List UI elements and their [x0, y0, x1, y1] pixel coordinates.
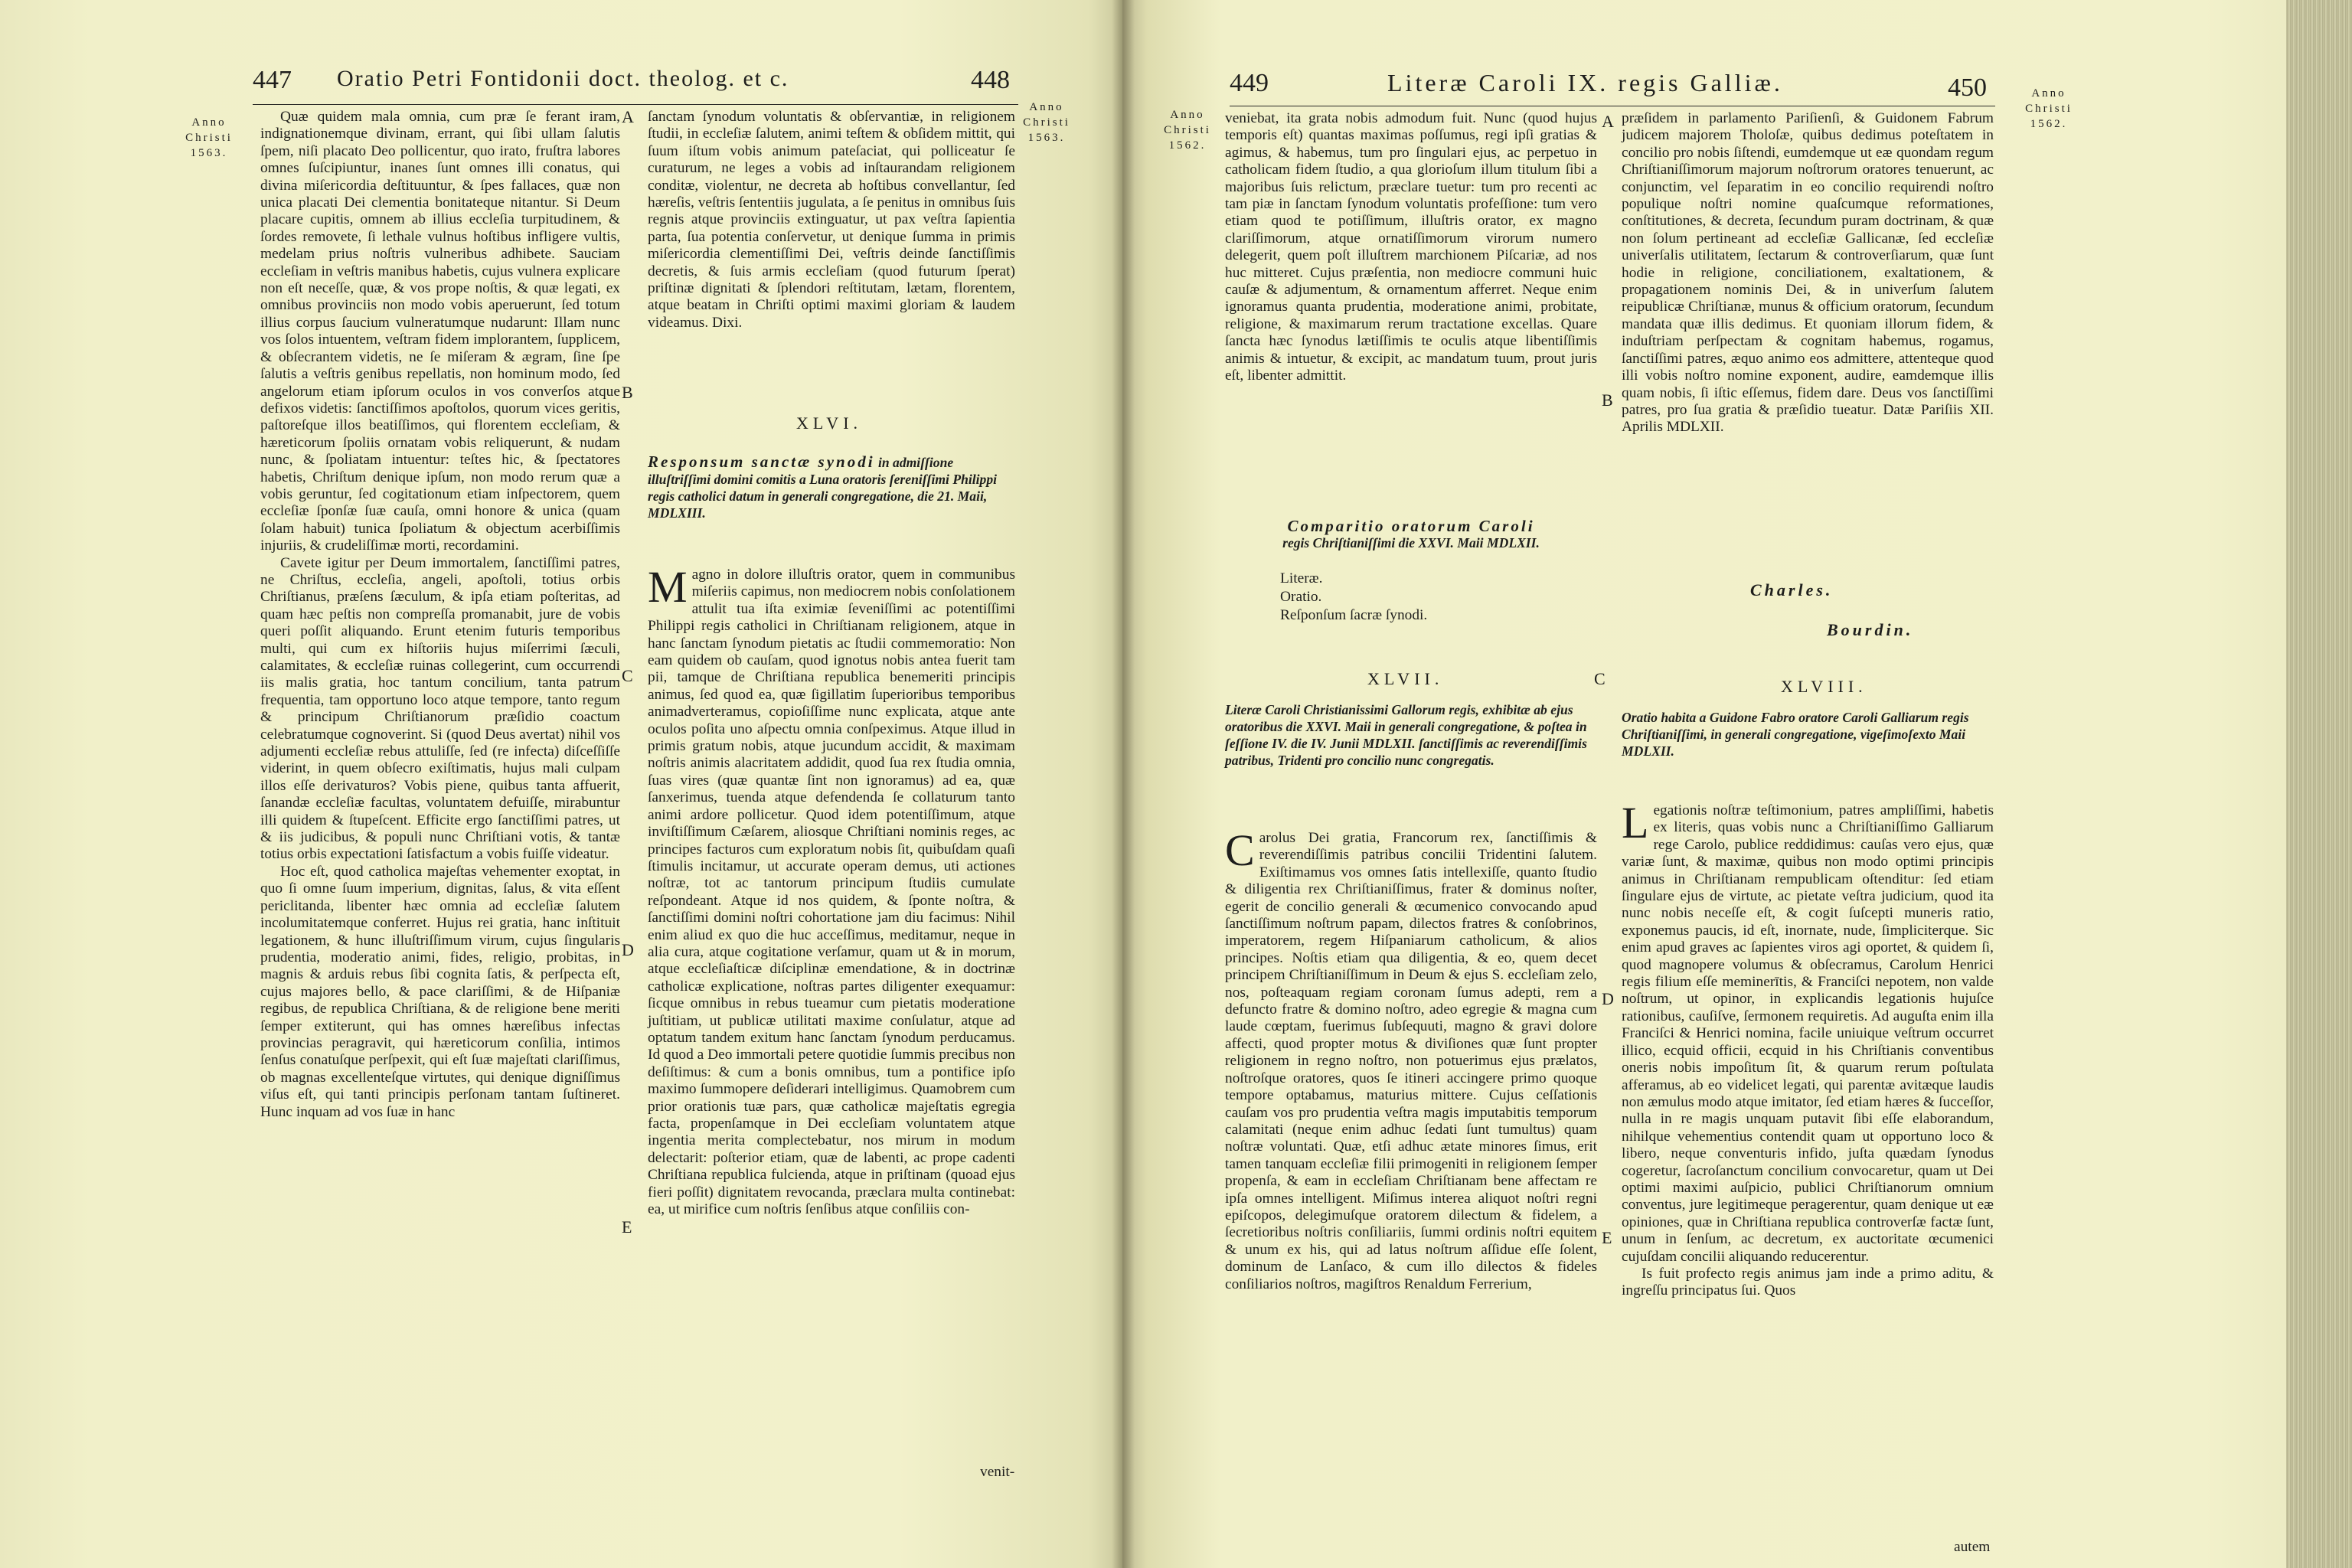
text-column-2-top	[648, 109, 1015, 332]
header-rule	[253, 104, 1018, 105]
page-edges	[2286, 0, 2352, 1568]
margin-note-year: Anno Christi 1563.	[185, 116, 233, 159]
paragraph: Hoc eſt, quod catholica majeſtas vehementer exoptat, in quo ſi omne ſuum imperium, dignitas, ſalus, & vita eſſent periclitanda, libenter hæc omnia ad eccleſiæ ſalutem incolumitatemque conferret. Hujus rei gratia, hanc inſtituit legationem, & hunc illuſtriſſimum virum, cujus ſingularis prudentia, moderatio animi, fides, religio, probitas, in magnis & arduis rebus ſibi cognita ſatis, & perſpecta eſt, cujus majores bello, & pace clariſſimi, & de Hiſpaniæ regibus, de republica Chriſtiana, & de religione bene meriti ſemper extiterunt, qui has omnes hæreſibus infectas provincias peragravit, qui hæreticorum conſilia, intimos ſenſus conatuſque perſpexit, qui eſt ſuæ majeſtati clariſſimus, ob magnas excellenteſque virtutes, qui denique digniſſimus viſus eſt, qui tanti principis perſonam tantam ſuſtineret. Hunc inquam ad vos ſuæ in hanc	[260, 863, 620, 1120]
margin-letter: A	[1602, 112, 1614, 131]
paragraph: ſanctam ſynodum voluntatis & obſervantiæ, in religionem ſtudii, in eccleſiæ ſalutem, animi teſtem & obſidem mittit, qui ſuum iſtum vobis animum pateſaciat, qui polliceatur ſe curaturum, ne leges a vobis ad inſtaurandam religionem conditæ, violentur, ne decreta ab hoſtibus convellantur, ſed hæreſis, veſtris ſententiis jugulata, a ſe penitus in omnibus ſuis regnis atque provinciis extinguatur, ut pax veſtra ſapientia parta, ſua potentia conſervetur, ut denique ſumma in primis miſericordia clementiſſimi Dei, veſtris deinde ſanctiſſimis decretis, & ſuis armis eccleſiam (quod futurum ſperat) priſtinæ dignitati & ſplendori reſtitutam, lætam, florentem, atque beatam in Chriſti optimi maximi gloriam & laudem videamus. Dixi.	[648, 109, 1015, 331]
list-item: Literæ.	[1280, 570, 1323, 586]
margin-letter: B	[1602, 390, 1613, 410]
text-column-1-top	[1225, 110, 1597, 385]
left-page	[0, 0, 1122, 1568]
running-head: Literæ Caroli IX. regis Galliæ.	[1387, 69, 1783, 96]
margin-note-year: Anno Christi 1562.	[2025, 87, 2073, 130]
drop-cap: M	[648, 562, 688, 612]
page-number: 447	[253, 66, 292, 94]
paragraph: agno in dolore illuſtris orator, quem in communibus miſeriis capimus, non mediocrem nobis conſolationem attulit tua iſta eximiæ ſeveniſſimi ac potentiſſimi Philippi regis catholici in Chriſtianam religionem, atque in hanc ſanctam ſynodum pietatis ac ſtudii commemoratio: Non eam quidem ob cauſam, quod ignotus nobis antea fuerit tam pii, tamque de Chriſtiana republica benemeriti principis animus, ſed quod ea, quæ ſigillatim ſuperioribus temporibus animadverteramus, copioſiſſime nunc explicata, atque ante oculos poſita uno aſpectu omnia conſpeximus. Atque illud in primis gratum nobis, atque jucundum accidit, & maximam noſtris animis alacritatem addidit, quod ſua rex ſtudia omnia, ſuas vires (quæ quantæ ſint non ignoramus) ad ea, quæ ſanxerimus, tuenda atque defendenda ſe collaturum tanto animi ardore pollicetur. Quod idem potentiſſimum, atque inviſtiſſimum Cæſarem, aliosque Chriſtiani nominis reges, ac principes facturos cum exploratum nobis ſit, quibuſdam quaſi ſtimulis incitamur, ut accurate operam demus, uti actiones noſtræ, tot ac tantorum principum ſtudiis cumulate reſpondeant. Atque id nos quidem, & ſponte noſtra, & ſanctiſſimi domini noſtri cohortatione jam diu facimus: Nihil enim aliud ex quo die huc acceſſimus, meditamur, neque in alia cura, atque cogitatione verſamur, quam ut & in morum, atque eccleſiaſticæ diſciplinæ emendatione, & in doctrinæ catholicæ explicatione, noſtras partes diligenter exequamur: ſicque omnibus in rebus tueamur cum pietatis moderatione juſtitiam, ut publicæ utilitati maxime conſulatur, atque ad optatum tandem exitum hanc ſanctam ſynodum perducamus. Id quod a Deo immortali petere quotidie ſummis precibus non deſiſtimus: & cum a bonis omnibus, tum a pontifice ipſo maximo ſummopere deſiderari intelligimus. Quamobrem cum prior orationis tuæ pars, quæ catholicæ majeſtatis egregia facta, propenſamque in Dei eccleſiam voluntatem atque ingentia merita complectebatur, nos mirum in modum delectarit: poſterior etiam, quæ de labenti, ac prope cadenti Chriſtiana republica fulcienda, atque in priſtinam (quoad ejus fieri poſſit) dignitatem revocanda, præclara multa continebat: ea, ut mirifice cum noſtris ſenſibus atque conſiliis con-	[648, 567, 1015, 1218]
section-title	[648, 453, 1015, 521]
drop-cap: L	[1622, 798, 1649, 848]
running-head: Oratio Petri Fontidonii doct. theolog. et c.	[337, 66, 789, 91]
paragraph: veniebat, ita grata nobis admodum fuit. Nunc (quod hujus temporis eſt) quantas maximas poſſumus, regi ipſi gratias & agimus, & habemus, tum pro ſingulari ejus, ac perpetuo in catholicam fidem ſtudio, a qua glorioſum illum titulum ſibi a majoribus ſuis relictum, præclare tuetur: tum pro recenti ac tam piæ in ſanctam ſynodum voluntatis profeſſione: tum vero etiam quod te potiſſimum, illuſtris orator, ex magno clariſſimorum, atque ornatiſſimorum virorum numero delegerit, quem poſt illuſtrem marchionem Piſcariæ, ad nos huc mitteret. Cujus præſentia, non mediocre communi huic cauſæ & adjumentum, & ornamentum afferret. Neque enim ignoramus quanta prudentia, moderatione animi, probitate, religione, & maximarum rerum tractatione excellas. Quare ſancta hæc ſynodus lætiſſimis te oculis atque libentiſſimis animis & intuetur, & excipit, ac mandatum tuum, prout juris eſt, libenter admittit.	[1225, 110, 1597, 384]
contents-list	[1280, 570, 1427, 625]
margin-note-year: Anno Christi 1562.	[1164, 109, 1211, 152]
right-page	[1122, 0, 2352, 1568]
section-number: XLVIII.	[1781, 677, 1867, 696]
comparitio-subtitle: regis Chriſtianiſſimi die XXVI. Maii MDLXII.	[1282, 535, 1540, 550]
list-item: Oratio.	[1280, 589, 1322, 605]
list-item: Reſponſum ſacræ ſynodi.	[1280, 607, 1428, 623]
margin-letter: B	[622, 383, 633, 402]
comparitio-title: Comparitio oratorum Caroli	[1287, 517, 1535, 535]
paragraph: præſidem in parlamento Pariſienſi, & Guidonem Fabrum judicem majorem Tholoſæ, quibus dedimus poteſtatem in concilio pro nobis ſiſtendi, eumdemque ut eæ quondam regum Chriſtianiſſimorum majorum noſtrorum oratores tenuerunt, ac conjunctim, vel ſeparatim in eo concilio requirendi noſtro populique noſtri nomine quaſcumque reformationes, conſtitutiones, & decreta, ſecundum puram doctrinam, & quæ non ſolum pertineant ad eccleſiæ Gallicanæ, ſed eccleſiæ univerſalis utilitatem, ſectarum & controverſiarum, quæ ſunt hodie in religione, conciliationem, exaltationem, & propagationem nominis Dei, & in univerſum ſalutem reipublicæ Chriſtianæ, munus & officium oratorum, ſecundum mandata quæ illis dedimus. Et quoniam illorum fidem, & induſtriam perſpectam & cognitam habemus, rogamus, ſanctiſſimi patres, æquo animo eos admittere, attenteque quod illi vobis noſtro nomine exponent, audire, eamdemque illis quam nobis, ſi iſtic eſſemus, fidem dare. Deus vos ſanctiſſimi patres, pro ſua gratia & præſidio tueatur. Datæ Pariſiis XII. Aprilis MDLXII.	[1622, 110, 1994, 436]
text-column-2-body	[1622, 798, 1994, 1300]
text-column-1	[260, 109, 620, 1121]
section-title: Oratio habita a Guidone Fabro oratore Caroli Galliarum regis Chriſtianiſſimi, in generali congregatione, vigeſimoſexto Maii MDLXII.	[1622, 710, 1969, 759]
section-number: XLVII.	[1367, 669, 1444, 688]
paragraph: Quæ quidem mala omnia, cum præ ſe ferant iram, indignationemque divinam, errant, qui ſibi ullam ſalutis ſpem, niſi placato Deo pollicentur, quo irato, fruſtra labores omnes ſuſcipiuntur, inanes ſunt omnes illi conatus, qui divina miſericordia deſtituuntur, & ſpes fallaces, quæ non unica placati Dei clementia bonitateque nitantur. Si Deum placare cupitis, omnem ab illius eccleſia turpitudinem, & ſordes removete, ſi lethale vulnus hoſtibus infligere vultis, medelam prius noſtris vulneribus adhibete. Sauciam eccleſiam in veſtris manibus habetis, cujus vulnera explicare non eſt neceſſe, quæ, & vos prope noſtis, & quæ legati, ex omnibus provinciis non modo vobis aperuerunt, ſed totum illius corpus ſaucium vulneratumque nudarunt: Illam nunc vos ſolos intuentem, veſtram fidem implorantem, ſupplicem, & obſecrantem videtis, ne ſe miſeram & ægram, ſine ſpe ſalutis a veſtris genibus repellatis, non hominum modo, ſed angelorum etiam ipſorum oculos in vos converſos atque defixos videtis: ſanctiſſimos apoſtolos, quorum vices geritis, paſtoreſque illos beatiſſimos, qui florentem eccleſiam, & hæreticorum ſpoliis ornatam vobis reliquerunt, & nudam nunc, & ſpoliatam intuentur: teſtes hic, & ſpectatores habetis, Chriſtum denique ipſum, non modo rerum quæ a vobis geruntur, ſed cogitationum etiam inſpectorem, quem eccleſiæ ſponſæ ſuæ cauſa, omni honore & unica (quam ſolam habuit) tunica ſpoliatum & objectum acerbiſſimis injuriis, & crudeliſſimæ morti, recordamini.	[260, 109, 620, 554]
catchword: venit-	[980, 1464, 1015, 1480]
margin-letter: E	[1602, 1228, 1612, 1247]
margin-note-year: Anno Christi 1563.	[1023, 101, 1070, 144]
text-column-2-body	[648, 562, 1015, 1218]
paragraph: arolus Dei gratia, Francorum rex, ſanctiſſimis & reverendiſſimis patribus concilii Tridentini ſalutem. Exiſtimamus vos omnes ſatis intellexiſſe, quanto ſtudio & diligentia rex Chriſtianiſſimus, frater & dominus noſter, egerit de concilio generali & œcumenico convocando apud ſanctiſſimum noſtrum papam, dilectos fratres & conſobrinos, imperatorem, regem Hiſpaniarum catholicum, & alios principes. Noſtis etiam qua diligentia, & eo, quem decet principem Chriſtianiſſimum in Deum & ejus S. eccleſiam zelo, nos, poſteaquam regiam coronam ſumus adepti, rem a defuncto fratre & domino noſtro, adeo egregie & magna cum laude cœptam, fuerimus ſubſequuti, magno & gravi dolore affecti, quod propter motus & diviſiones quæ ſunt propter religionem in regno noſtro, non potuerimus ejus prælatos, noſtroſque oratores, quos ſe itineri accingere primo quoque tempore optabamus, maturius mittere. Cujus ceſſationis cauſam vos pro prudentia veſtra magis imputabitis temporum calamitati (neque enim adhuc ſedati ſunt tumultus) quam noſtræ voluntati. Quæ, etſi adhuc ætate minores ſimus, erit tamen tanquam eccleſiæ filii primogeniti in religionem ſemper propenſa, & eam in eccleſiam Chriſtianam bene affectam re ipſa omnes intelligent. Miſimus interea aliquot noſtri regni epiſcopos, delegimuſque oratorem dilectum & fidelem, a ſecretioribus noſtris conſiliariis, ſummi ordinis noſtri equitem & unum ex his, qui ad latus noſtrum aſſidue eſſe ſolent, dominum de Lanſaco, & cum illo dilectos & fideles conſiliarios noſtros, magiſtros Renaldum Ferrerium,	[1225, 830, 1597, 1292]
paragraph: egationis noſtræ teſtimonium, patres ampliſſimi, habetis ex literis, quas vobis nunc a Chriſtianiſſimo Galliarum rege Carolo, publice reddidimus: cauſas vero ejus, quæ variæ ſunt, & maximæ, quibus non modo optimi principis animus in Chriſtianam rempublicam oſtenditur: ſed etiam ſingulare ejus de virtute, ac pietate veſtra judicium, quod ita nunc nobis neceſſe eſt, & cogit ſuſcepti muneris ratio, exponemus paucis, id eſt, inornate, nude, ſimpliciterque. Sic enim apud graves ac ſapientes viros agi oportet, & quidem ſi, quod magnopere volumus & obſecramus, Carolum Henrici regis filium eſſe meminerītis, & Franciſci nepotem, non valde noſtrum, ut opinor, in explicandis legationis hujuſce rationibus, cauſiſve, ſermonem requiretis. Ad auguſta enim illa Franciſci & Henrici nomina, facile uniuique veſtrum occurret illico, ecquid officii, ecquid in his Chriſtianis conventibus oneris nobis impoſitum ſit, & quarum rerum poſtulata afferamus, ab eo videlicet legati, qui parentæ avitæque laudis non æmulus modo atque imitator, ſed etiam hæres & ſucceſſor, nulla in re magis unquam putavit ſibi eſſe elaborandum, nihilque vehementius contendit quam ut opportuno loco & libero, neque conventuris infido, juſta quædam ſynodus cogeretur, ſacroſanctum concilium convocaretur, quam ut Dei optimi maximi auſpicio, publici Chriſtianorum omnium conventus, jure legitimeque peragerentur, quam denique ut eæ opiniones, quæ in Chriſtiana republica controverſæ factæ ſunt, unum in ſenſum, ac decretum, ex auctoritate œcumenici cujuſdam concilii aliquando reducerentur.	[1622, 802, 1994, 1265]
catchword: autem	[1954, 1539, 1991, 1555]
margin-letter: C	[622, 666, 633, 685]
section-title-main: Responsum sanctæ synodi	[648, 452, 875, 471]
section-title: Literæ Caroli Christianissimi Gallorum regis, exhibitæ ab ejus oratoribus die XXVI. Maii in generali congregatione, & poſtea in ſeſſione IV. die IV. Junii MDLXII. ſanctiſſimis ac reverendiſſimis patribus, Tridenti pro concilio nunc congregatis.	[1225, 702, 1587, 768]
margin-letter: A	[622, 107, 634, 126]
signature: Charles.	[1750, 580, 1834, 599]
signature: Bourdin.	[1827, 620, 1914, 639]
paragraph: Cavete igitur per Deum immortalem, ſanctiſſimi patres, ne Chriſtus, eccleſia, angeli, apoſtoli, totius orbis Chriſtianus, præſens ſæculum, & ipſa etiam poſteritas, ad quam hæc peſtis non compreſſa promanabit, jure de vobis queri poſſit aliquando. Erunt etenim futuris temporibus multi, qui cum ex hiſtoriis hujus miſerrimi ſæculi, calamitates, & eccleſiæ ruinas collegerint, cum occurrendi iis malis gratia, hoc tantum concilium, tanta patrum frequentia, tam opportuno loco atque tempore, tanto regum & principum Chriſtianorum præſidio coactum celebratumque cognoverint. Si (quod Deus avertat) nihil vos adjumenti eccleſiæ rebus attuliſſe, ſed (re infecta) diſceſſiſſe viderint, in quem obſecro exiſtimatis, hujus mali culpam illos eſſe derivaturos? Vobis piene, quibus tanta affuerit, ſanandæ eccleſiæ facultas, voluntatem defuiſſe, mirabuntur illi quidem & ſtupeſcent. Efficite ergo ſanctiſſimi patres, ut & iis judicibus, & populi nunc Chriſtiani votis, & tantæ totius orbis expectationi ſatisfactum a vobis fuiſſe videatur.	[260, 554, 620, 863]
paragraph: Is fuit profecto regis animus jam inde a primo aditu, & ingreſſu principatus ſui. Quos	[1622, 1265, 1994, 1299]
text-column-1-body	[1225, 825, 1597, 1293]
text-column-2-top	[1622, 110, 1994, 436]
drop-cap: C	[1225, 825, 1255, 875]
section-number: XLVI.	[796, 413, 863, 433]
margin-letter: E	[622, 1217, 632, 1236]
page-number: 448	[971, 66, 1010, 94]
comparitio-heading	[1225, 518, 1597, 551]
book-gutter	[1112, 0, 1135, 1568]
margin-letter: C	[1594, 669, 1606, 688]
section-title-rest: in admiſſione illuſtriſſimi domini comitis a Luna oratoris ſereniſſimi Philippi regis catholici datum in generali congregatione, die 21. Maii, MDLXIII.	[648, 455, 998, 521]
margin-letter: D	[622, 940, 634, 959]
margin-letter: D	[1602, 989, 1614, 1008]
page-number: 450	[1948, 74, 1987, 102]
page-number: 449	[1230, 69, 1269, 97]
